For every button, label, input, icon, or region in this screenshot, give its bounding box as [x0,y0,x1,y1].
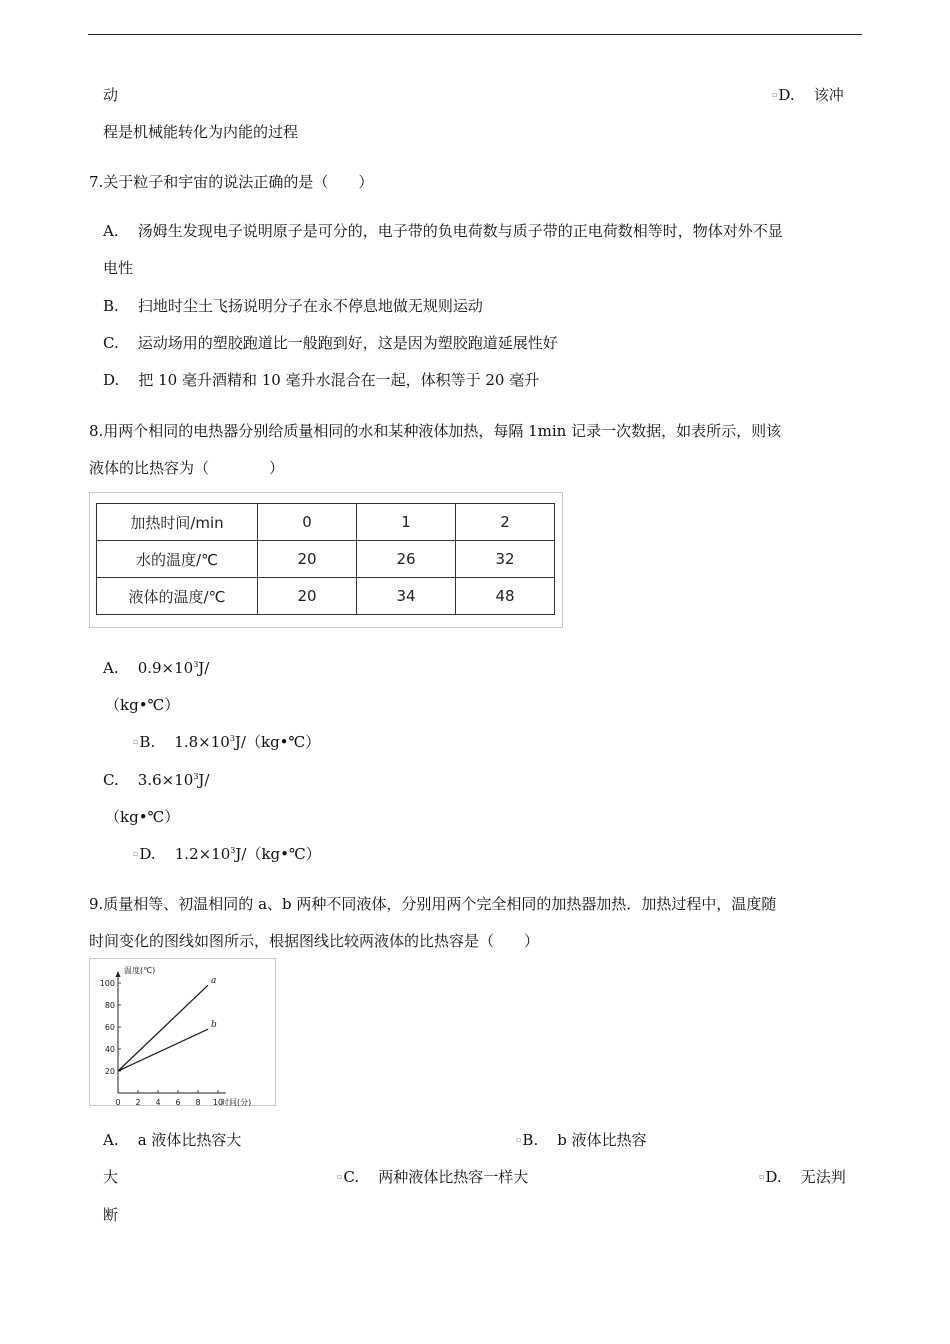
q7-a-label: A. [103,222,119,240]
y-tick-label: 80 [104,1001,115,1010]
q8-option-d [133,844,321,864]
q7-d-label: D. [103,371,120,389]
option-marker-icon: ▫ [337,1172,343,1181]
q6-option-c-tail: 动 [103,86,119,104]
q6-option-d [772,85,844,105]
x-tick-label: 8 [195,1098,201,1107]
q7-option-a-cont: 电性 [103,259,134,277]
q7-stem: 7.关于粒子和宇宙的说法正确的是（ ） [89,173,374,191]
q8-c-exponent: 3 [193,772,199,781]
table-cell: 32 [456,541,555,578]
option-marker-icon: ▫ [772,90,778,99]
q8-option-b [133,732,320,752]
table-cell: 34 [357,578,456,615]
q9-option-c [337,1167,528,1187]
header-rule [88,34,862,35]
table-cell: 2 [456,504,555,541]
q9-option-b [516,1130,647,1150]
q8-c-label: C. [103,771,119,789]
y-axis-arrow [116,971,121,977]
q7-b-text: 扫地时尘土飞扬说明分子在永不停息地做无规则运动 [137,297,483,315]
temperature-time-chart [90,959,277,1107]
table-row [97,504,555,541]
q8-a-value: 0.9×10 [137,659,194,677]
q7-a-text: 汤姆生发现电子说明原子是可分的，电子带的负电荷数与质子带的正电荷数相等时，物体对外不显 [137,222,783,240]
option-marker-icon: ▫ [133,737,139,746]
q8-data-table [96,503,555,615]
x-tick-label: 2 [135,1098,141,1107]
q7-option-c [103,333,558,353]
q9-stem-line2: 时间变化的图线如图所示，根据图线比较两液体的比热容是（ ） [89,932,540,950]
table-cell: 20 [258,578,357,615]
table-cell: 加热时间/min [97,504,258,541]
option-marker-icon: ▫ [759,1172,765,1181]
q7-d-text: 把 10 毫升酒精和 10 毫升水混合在一起，体积等于 20 毫升 [138,371,540,389]
q8-b-unit: J/（kg•℃） [234,733,321,751]
y-tick-label: 20 [104,1067,115,1076]
q8-a-unit: J/ [198,659,210,677]
table-cell: 0 [258,504,357,541]
q7-c-text: 运动场用的塑胶跑道比一般跑到好，这是因为塑胶跑道延展性好 [137,334,558,352]
q8-data-table-figure [89,492,563,628]
q9-d-label: D. [765,1168,782,1186]
x-tick-label: 0 [115,1098,121,1107]
table-cell: 20 [258,541,357,578]
q9-b-text: b 液体比热容 [557,1131,647,1149]
option-marker-icon: ▫ [516,1135,522,1144]
q7-option-d [103,370,539,390]
series-line-b [118,1029,208,1071]
table-cell: 液体的温度/℃ [97,578,258,615]
q7-b-label: B. [103,297,119,315]
q8-b-label: B. [139,733,156,751]
table-cell: 48 [456,578,555,615]
q9-b-label: B. [522,1131,539,1149]
q8-stem-line1: 8.用两个相同的电热器分别给质量相同的水和某种液体加热，每隔 1min 记录一次数据，如表所示，则该 [89,422,782,440]
q8-d-unit: J/（kg•℃） [235,845,321,863]
y-tick-label: 100 [99,979,115,988]
table-cell: 水的温度/℃ [97,541,258,578]
option-marker-icon: ▫ [133,849,139,858]
q7-option-a [103,221,783,241]
q8-option-a [103,658,209,678]
table-cell: 1 [357,504,456,541]
q9-option-b-cont: 大 [103,1168,119,1186]
q8-option-c [103,770,209,790]
q9-temperature-graph [89,958,276,1106]
q8-option-a-cont: （kg•℃） [105,696,180,714]
q9-stem-line1: 9.质量相等、初温相同的 a、b 两种不同液体，分别用两个完全相同的加热器加热．加热过程中，温度随 [89,895,777,913]
y-tick-label: 60 [104,1023,115,1032]
q8-b-value: 1.8×10 [174,733,230,751]
q7-option-b [103,296,483,316]
q9-option-d [759,1167,846,1187]
q8-option-c-cont: （kg•℃） [105,808,180,826]
q6-d-label: D. [778,86,795,104]
series-label-b: b [211,1020,217,1031]
q8-a-label: A. [103,659,119,677]
q6-d-text: 该冲 [813,86,844,104]
series-label-a: a [211,976,217,987]
table-cell: 26 [357,541,456,578]
q8-d-exponent: 3 [230,846,236,855]
series-line-a [118,985,208,1071]
q9-a-text: a 液体比热容大 [137,1131,242,1149]
q8-stem-line2: 液体的比热容为（ ） [89,459,285,477]
y-tick-label: 40 [104,1045,115,1054]
q9-c-label: C. [343,1168,360,1186]
x-tick-label: 6 [175,1098,181,1107]
q8-a-exponent: 3 [193,660,199,669]
table-row [97,578,555,615]
y-axis-label: 温度(℃) [124,966,156,975]
q6-option-d-cont: 程是机械能转化为内能的过程 [103,123,299,141]
q9-c-text: 两种液体比热容一样大 [378,1168,529,1186]
x-tick-label: 4 [155,1098,161,1107]
q8-c-unit: J/ [198,771,210,789]
q9-a-label: A. [103,1131,119,1149]
q8-d-value: 1.2×10 [174,845,231,863]
q9-option-d-cont: 断 [103,1206,119,1224]
q8-b-exponent: 3 [229,734,235,743]
q9-d-text: 无法判 [800,1168,846,1186]
table-row [97,541,555,578]
q8-c-value: 3.6×10 [137,771,194,789]
x-tick-label: 10 [212,1098,224,1107]
x-axis-label: 时间(分) [221,1098,252,1107]
q8-d-label: D. [139,845,156,863]
q9-option-a [103,1130,241,1150]
q7-c-label: C. [103,334,119,352]
